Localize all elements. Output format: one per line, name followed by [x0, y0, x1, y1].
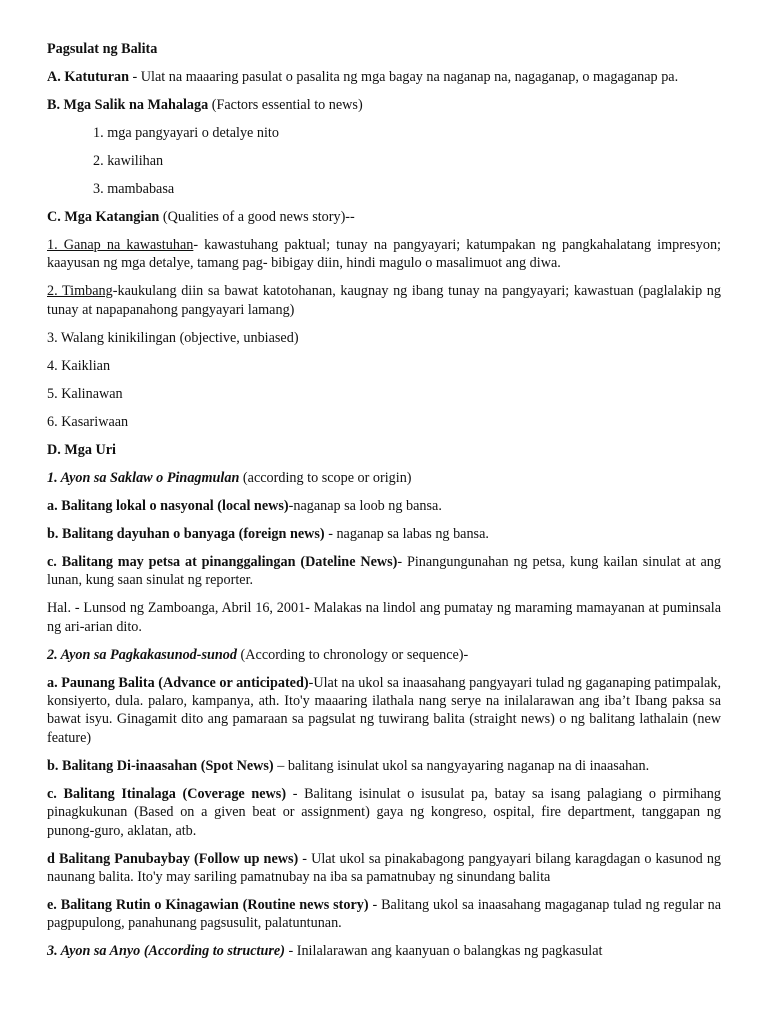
news-type-coverage-text: - Balitang isinulat o isusulat pa, batay sa isang palagiang o pirmihang pinagkukunan (Based on a given beat or assignment) gaya ng kongreso, ospital, fire department, tanggapan ng punong-guro, aklatan, atb. — [47, 785, 721, 839]
quality-6: 6. Kasariwaan — [47, 413, 129, 430]
subsection-2-text: (According to chronology or sequence)- — [237, 646, 469, 663]
subsection-2-heading — [47, 646, 721, 664]
news-type-routine-label: e. Balitang Rutin o Kinagawian (Routine news story) — [47, 897, 369, 914]
quality-1 — [47, 236, 721, 273]
quality-4: 4. Kaiklian — [47, 357, 111, 374]
news-type-foreign — [47, 525, 721, 543]
subsection-1-heading — [47, 469, 721, 487]
section-b-heading: B. Mga Salik na Mahalaga — [47, 97, 209, 113]
section-c-heading: C. Mga Katangian — [47, 209, 160, 225]
list-item: 3. mambabasa — [93, 181, 175, 197]
news-type-local — [47, 497, 721, 515]
quality-2-text: -kaukulang diin sa bawat katotohanan, kaugnay ng ibang tunay na pangyayari; kawastuan (paglalakip ng tunay at napapanahong pangyayari lamang) — [47, 283, 721, 318]
news-type-spot-text: – balitang isinulat ukol sa nangyayaring naganap na di inaasahan. — [273, 757, 650, 774]
news-type-advance — [47, 674, 721, 748]
news-type-routine — [47, 896, 721, 933]
news-type-advance-text: -Ulat na ukol sa inaasahang pangyayari tulad ng gaganaping patimpalak, konsiyerto, dula. palaro, kampanya, ath. Ito'y maaaring ilathala nang serye na inilalarawan ang iba’t Ibang paksa sa bawat isyu. Ginagamit dito ang pamaraan sa pagsulat ng tuwirang balita (straight news) o ng balitang lathalain (new feature) — [47, 674, 721, 746]
section-b-paragraph — [47, 96, 721, 114]
quality-5: 5. Kalinawan — [47, 385, 123, 402]
subsection-1-text: (according to scope or origin) — [239, 469, 412, 486]
quality-1-label: 1. Ganap na kawastuhan — [47, 237, 194, 253]
news-type-dateline-label: c. Balitang may petsa at pinanggalingan (Dateline News) — [47, 553, 398, 570]
news-type-local-text: -naganap sa loob ng bansa. — [288, 497, 442, 514]
news-type-local-label: a. Balitang lokal o nasyonal (local news) — [47, 497, 289, 514]
document-title: Pagsulat ng Balita — [47, 41, 158, 57]
subsection-1-label: 1. Ayon sa Saklaw o Pinagmulan — [47, 469, 240, 486]
section-c-paragraph — [47, 208, 721, 226]
news-type-follow-up-text: - Ulat ukol sa pinakabagong pangyayari bilang karagdagan o kasunod ng naunang balita. Ito'y may sariling pamatnubay na iba sa pamatnubay ng sinundang balita — [47, 850, 722, 886]
news-type-routine-text: - Balitang ukol sa inaasahang magaganap tulad ng regular na pagpupulong, panahunang pagsusulit, palatuntunan. — [47, 897, 721, 932]
subsection-3-label: 3. Ayon sa Anyo (According to structure) — [47, 943, 285, 960]
section-c-text: (Qualities of a good news story)-- — [159, 209, 355, 225]
news-type-spot — [47, 757, 721, 775]
subsection-3-heading — [47, 942, 721, 960]
list-item: 1. mga pangyayari o detalye nito — [93, 125, 279, 141]
quality-2-label: 2. Timbang — [47, 283, 113, 300]
list-item: 2. kawilihan — [93, 153, 164, 169]
section-d-label: D. Mga Uri — [47, 441, 116, 458]
news-type-foreign-text: - naganap sa labas ng bansa. — [324, 525, 489, 542]
news-type-spot-label: b. Balitang Di-inaasahan (Spot News) — [47, 757, 274, 774]
subsection-3-text: - Inilalarawan ang kaanyuan o balangkas ng pagkasulat — [284, 943, 603, 960]
news-type-coverage-label: c. Balitang Itinalaga (Coverage news) — [47, 785, 287, 802]
quality-3: 3. Walang kinikilingan (objective, unbiased) — [47, 329, 299, 346]
news-type-follow-up — [47, 850, 721, 887]
quality-2 — [47, 282, 721, 319]
news-type-coverage — [47, 785, 721, 840]
section-d-heading — [47, 441, 721, 459]
section-a-text: - Ulat na maaaring pasulat o pasalita ng mga bagay na naganap na, nagaganap, o magaganap pa. — [128, 69, 679, 85]
quality-1-text: - kawastuhang paktual; tunay na pangyayari; katumpakan ng pangkahalatang impresyon; kaayusan ng mga detalye, tamang pag- bibigay diin, hindi magulo o masalimuot ang diwa. — [47, 237, 721, 272]
news-type-dateline — [47, 553, 721, 590]
news-type-dateline-text: - Pinangungunahan ng petsa, kung kailan sinulat at ang lunan, kung saan sinulat ng reporter. — [47, 553, 721, 589]
news-type-follow-up-label: d Balitang Panubaybay (Follow up news) — [47, 850, 299, 867]
section-b-text: (Factors essential to news) — [208, 97, 363, 113]
section-a-heading: A. Katuturan — [47, 69, 129, 85]
example-paragraph: Hal. - Lunsod ng Zamboanga, Abril 16, 2001- Malakas na lindol ang pumatay ng maraming mamayanan at puminsala ng ari-arian dito. — [47, 600, 721, 635]
section-a-paragraph — [47, 68, 721, 86]
news-type-advance-label: a. Paunang Balita (Advance or anticipated) — [47, 674, 309, 691]
subsection-2-label: 2. Ayon sa Pagkakasunod-sunod — [47, 646, 237, 663]
news-type-foreign-label: b. Balitang dayuhan o banyaga (foreign news) — [47, 525, 325, 542]
